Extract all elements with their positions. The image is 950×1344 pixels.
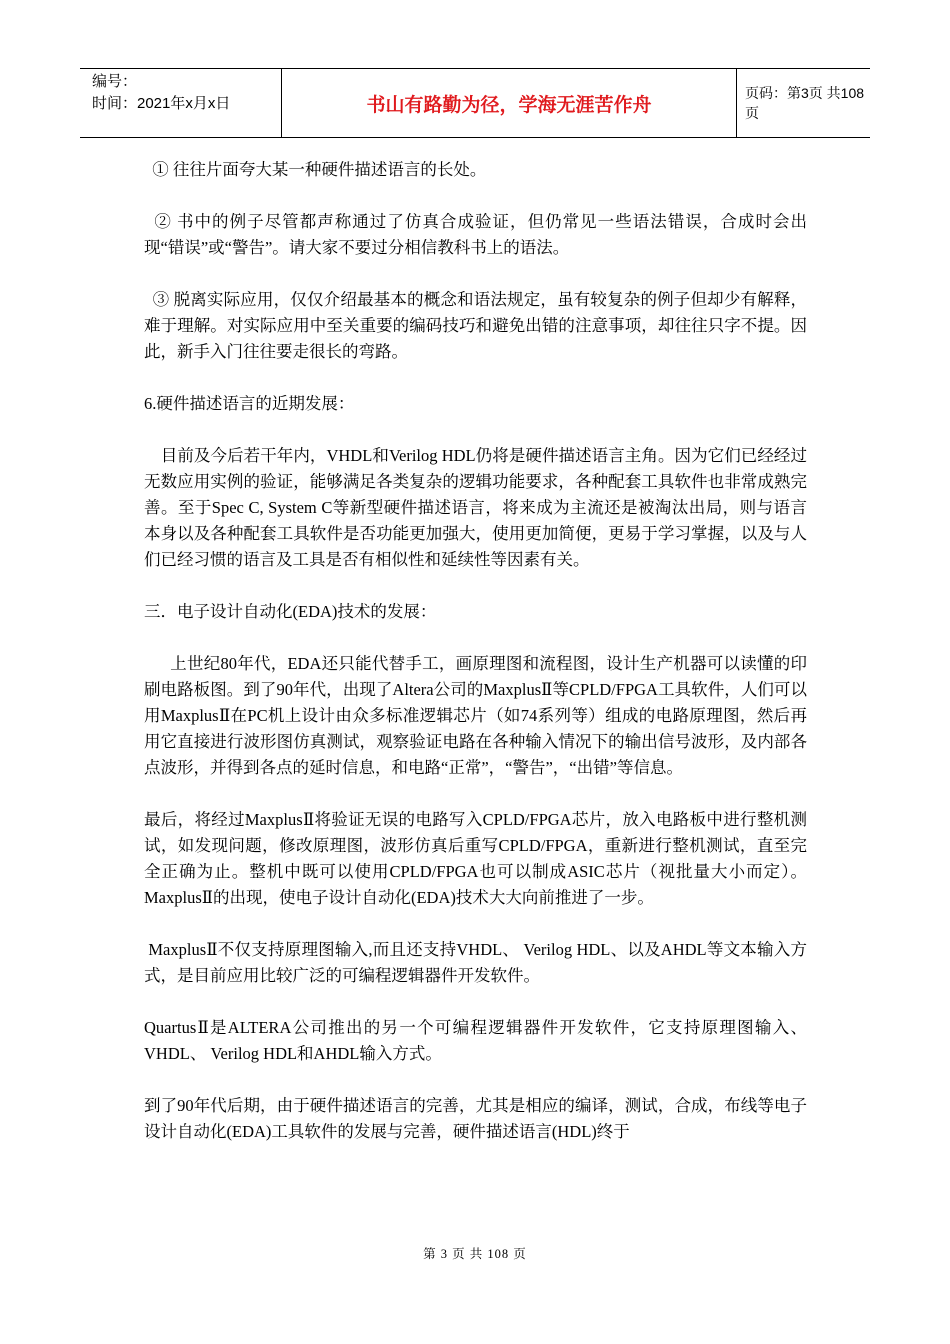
list-item-1: ① 往往片面夸大某一种硬件描述语言的长处。 [144,160,487,179]
paragraph-hdl-development: 目前及今后若干年内，VHDL和Verilog HDL仍将是硬件描述语言主角。因为它们已经经过无数应用实例的验证，能够满足各类复杂的逻辑功能要求，各种配套工具软件也非常成熟完善。至于Spec C, System C等新型硬件描述语言，将来成为主流还是被淘汰出局，则与语言本身以及各种配套工具软件是否功能更加强大，使用更加简便，更易于学习掌握，以及与人们已经习惯的语言及工具是否有相似性和延续性等因素有关。 [144,446,808,569]
document-date: 时间：2021年x月x日 [92,95,231,112]
paragraph-maxplus-testing: 最后，将经过MaxplusⅡ将验证无误的电路写入CPLD/FPGA芯片，放入电路板中进行整机测试，如发现问题，修改原理图，波形仿真后重写CPLD/FPGA，重新进行整机测试，直至完全正确为止。整机中既可以使用CPLD/FPGA也可以制成ASIC芯片（视批量大小而定）。MaxplusⅡ的出现，使电子设计自动化(EDA)技术大大向前推进了一步。 [144,810,807,907]
section-heading-6: 6.硬件描述语言的近期发展： [144,394,355,413]
document-body [144,157,807,1171]
header-page-number: 页码：第3页 共108页 [745,85,865,121]
paragraph-late-90s: 到了90年代后期，由于硬件描述语言的完善，尤其是相应的编译，测试，合成，布线等电子设计自动化(EDA)工具软件的发展与完善，硬件描述语言(HDL)终于 [144,1096,807,1141]
list-item-3: ③ 脱离实际应用，仅仅介绍最基本的概念和语法规定，虽有较复杂的例子但却少有解释，难于理解。对实际应用中至关重要的编码技巧和避免出错的注意事项，却往往只字不提。因此，新手入门往往要走很长的弯路。 [144,290,808,361]
page-header [80,68,870,138]
paragraph-quartus: QuartusⅡ是ALTERA公司推出的另一个可编程逻辑器件开发软件，它支持原理图输入、VHDL、 Verilog HDL和AHDL输入方式。 [144,1018,807,1063]
header-motto: 书山有路勤为径，学海无涯苦作舟 [282,69,737,137]
section-heading-eda: 三．电子设计自动化(EDA)技术的发展： [144,602,437,621]
header-meta [80,69,282,137]
page-footer: 第 3 页 共 108 页 [423,1247,527,1261]
list-item-2: ② 书中的例子尽管都声称通过了仿真合成验证，但仍常见一些语法错误，合成时会出现“错误”或“警告”。请大家不要过分相信教科书上的语法。 [144,212,808,257]
paragraph-eda-history: 上世纪80年代，EDA还只能代替手工，画原理图和流程图，设计生产机器可以读懂的印刷电路板图。到了90年代，出现了Altera公司的MaxplusⅡ等CPLD/FPGA工具软件，人们可以用MaxplusⅡ在PC机上设计由众多标准逻辑芯片（如74系列等）组成的电路原理图，然后再用它直接进行波形图仿真测试，观察验证电路在各种输入情况下的输出信号波形，及内部各点波形，并得到各点的延时信息，和电路“正常”，“警告”，“出错”等信息。 [144,654,807,777]
document-number: 编号： [92,73,138,90]
paragraph-maxplus-inputs: MaxplusⅡ不仅支持原理图输入,而且还支持VHDL、 Verilog HDL、以及AHDL等文本输入方式，是目前应用比较广泛的可编程逻辑器件开发软件。 [144,940,807,985]
